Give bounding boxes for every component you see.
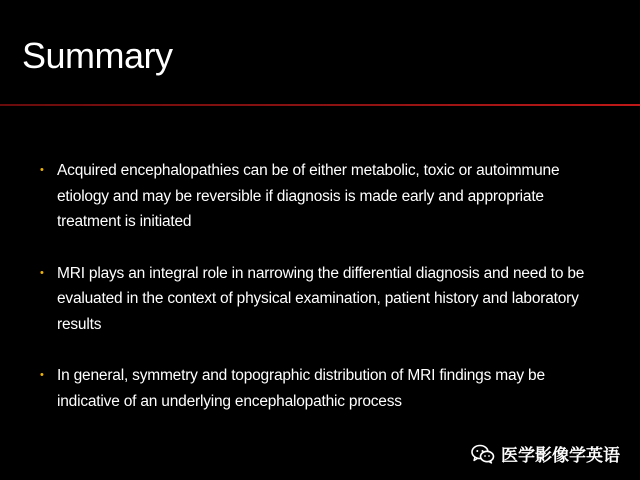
bullet-item [38, 158, 598, 235]
wechat-icon [471, 444, 495, 464]
bullet-item [38, 261, 598, 338]
bullet-line: evaluated in the context of physical examination, patient history and laboratory [57, 290, 579, 307]
title-divider [0, 104, 640, 106]
bullet-line: MRI plays an integral role in narrowing the differential diagnosis and need to be [57, 264, 585, 282]
bullet-line: indicative of an underlying encephalopathic process [57, 392, 402, 410]
bullet-list [38, 158, 598, 440]
bullet-marker: • [40, 369, 44, 381]
watermark-text: 医学影像学英语 [501, 446, 620, 466]
bullet-line: results [57, 315, 102, 333]
bullet-line: treatment is initiated [57, 213, 192, 230]
watermark [471, 441, 620, 466]
slide-title: Summary [22, 35, 173, 76]
bullet-marker: • [40, 164, 44, 176]
bullet-line: Acquired encephalopathies can be of either metabolic, toxic or autoimmune [57, 162, 560, 179]
bullet-marker: • [40, 266, 44, 279]
bullet-line: etiology and may be reversible if diagnosis is made early and appropriate [57, 187, 544, 205]
bullet-line: In general, symmetry and topographic distribution of MRI findings may be [57, 367, 545, 384]
bullet-item [38, 363, 598, 414]
